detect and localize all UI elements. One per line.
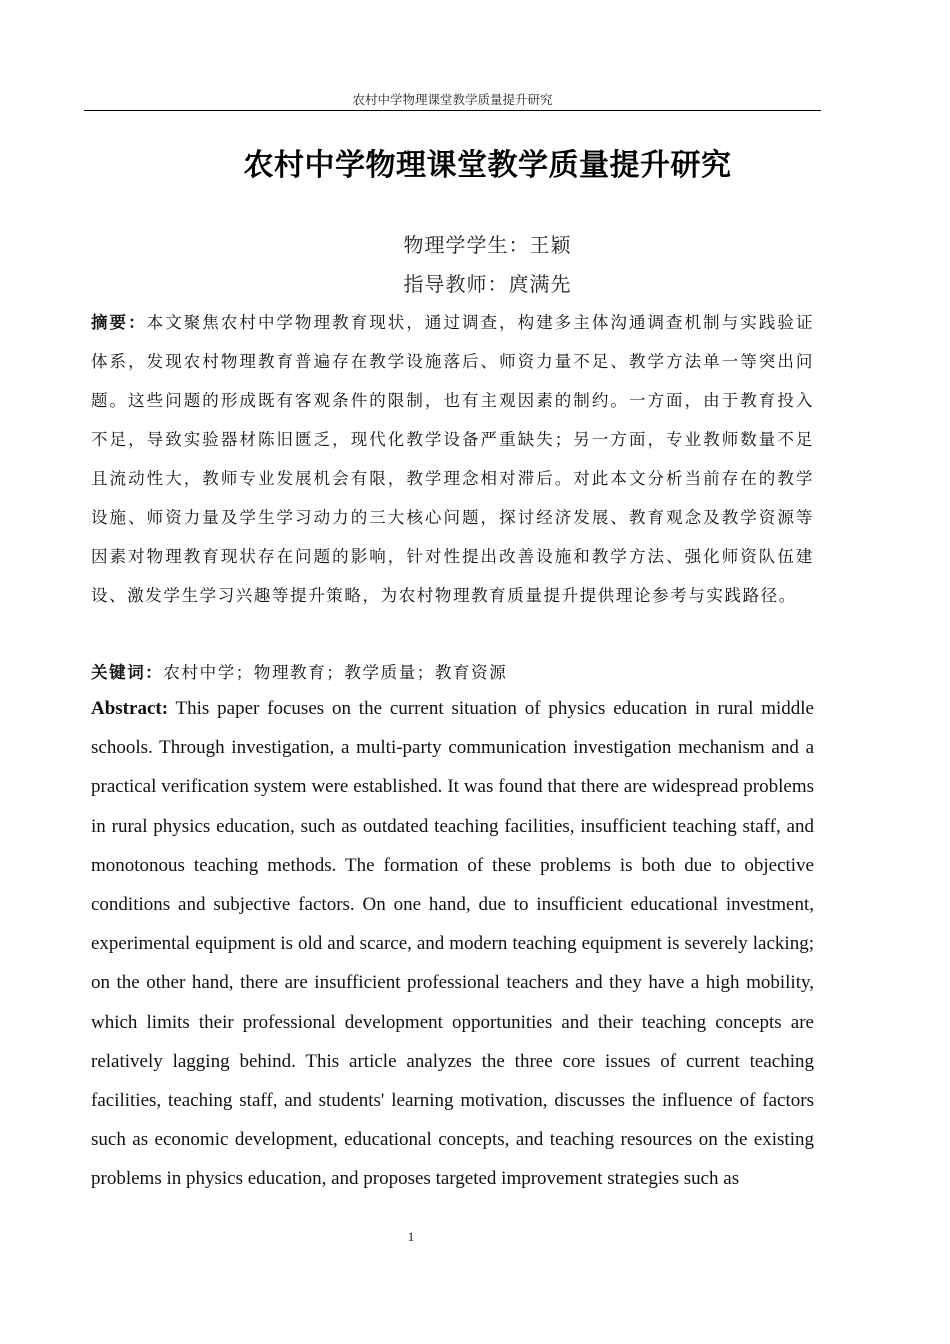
running-header: 农村中学物理课堂教学质量提升研究: [352, 92, 553, 107]
english-abstract-text: This paper focuses on the current situation of physics education in rural middle schools. Through investigation, a multi-party communication investigation mechanism and a practical verification system were established. It was found that there are widespread problems in rural physics education, such as outdated teaching facilities, insufficient teaching staff, and monotonous teaching methods. The formation of these problems is both due to objective conditions and subjective factors. On one hand, due to insufficient educational investment, experimental equipment is old and scarce, and modern teaching equipment is severely lacking; on the other hand, there are insufficient professional teachers and they have a high mobility, which limits their professional development opportunities and their teaching concepts are relatively lagging behind. This article analyzes the three core issues of current teaching facilities, teaching staff, and students' learning motivation, discusses the influence of factors such as economic development, educational concepts, and teaching resources on the existing problems in physics education, and proposes targeted improvement strategies such as: [91, 698, 814, 1190]
chinese-keywords-text: 农村中学；物理教育；教学质量；教育资源: [163, 663, 508, 682]
chinese-abstract: [91, 303, 814, 615]
page-number: 1: [407, 1229, 415, 1244]
author-student: 物理学学生：王颖: [403, 233, 572, 257]
paper-title: 农村中学物理课堂教学质量提升研究: [243, 148, 732, 183]
header-rule: [84, 110, 821, 111]
chinese-abstract-label: 摘要：: [91, 313, 147, 332]
author-advisor: 指导教师：庹满先: [403, 272, 572, 296]
english-abstract: [91, 689, 814, 1199]
english-abstract-label: Abstract:: [91, 698, 169, 719]
chinese-abstract-text: 本文聚焦农村中学物理教育现状，通过调查，构建多主体沟通调查机制与实践验证体系，发现农村物理教育普遍存在教学设施落后、师资力量不足、教学方法单一等突出问题。这些问题的形成既有客观条件的限制，也有主观因素的制约。一方面，由于教育投入不足，导致实验器材陈旧匮乏，现代化教学设备严重缺失；另一方面，专业教师数量不足且流动性大，教师专业发展机会有限，教学理念相对滞后。对此本文分析当前存在的教学设施、师资力量及学生学习动力的三大核心问题，探讨经济发展、教育观念及教学资源等因素对物理教育现状存在问题的影响，针对性提出改善设施和教学方法、强化师资队伍建设、激发学生学习兴趣等提升策略，为农村物理教育质量提升提供理论参考与实践路径。: [91, 313, 814, 605]
chinese-keywords: [91, 653, 814, 692]
chinese-keywords-label: 关键词：: [91, 663, 164, 682]
